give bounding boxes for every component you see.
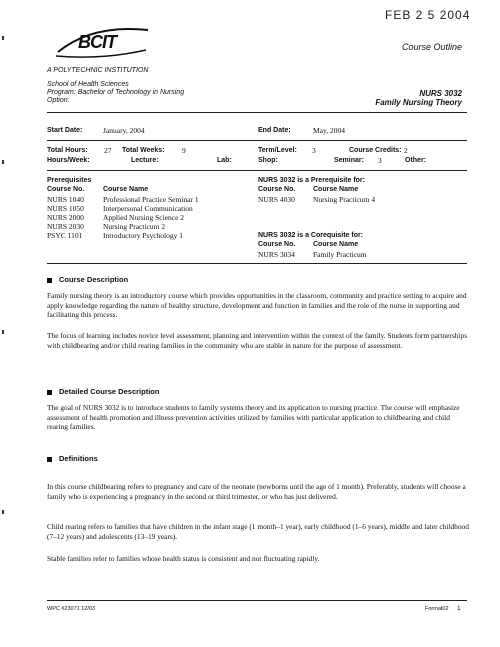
total-weeks-label: Total Weeks: — [122, 147, 165, 154]
coreq-name: Family Practicum — [313, 250, 367, 259]
prereq-no: NURS 1040 — [47, 195, 84, 204]
prereq-no: NURS 1050 — [47, 204, 84, 213]
prereq-name: Interpersonal Communication — [103, 204, 193, 213]
course-code: NURS 3032 — [419, 89, 462, 98]
other-label: Other: — [405, 157, 426, 164]
footer-doc-id: WPC #23071 12/03 — [47, 606, 96, 612]
lab-label: Lab: — [217, 157, 232, 164]
hours-week-label: Hours/Week: — [47, 157, 90, 164]
prereq-name: Applied Nursing Science 2 — [103, 213, 185, 222]
seminar-label: Seminar: — [334, 157, 364, 164]
paragraph: Family nursing theory is an introductory course which provides opportunities in the classroom, community and practice setting to acquire and apply knowledge regarding the nature of healthy structure, development and function in families and the role of the nurse in supporting and facilitating this process. — [47, 291, 467, 320]
prereq-name: Professional Practice Seminar 1 — [103, 195, 199, 204]
footer-divider — [47, 600, 467, 601]
divider — [47, 263, 467, 264]
section-title: Course Description — [59, 275, 129, 284]
section-title: Definitions — [59, 454, 98, 463]
term-value: 3 — [312, 146, 316, 155]
section-heading — [47, 275, 128, 284]
margin-mark — [2, 160, 4, 164]
divider — [47, 140, 467, 141]
square-bullet-icon — [47, 457, 52, 462]
coreq-name-header: Course Name — [313, 241, 359, 248]
course-no-header: Course No. — [258, 186, 296, 193]
section-heading — [47, 387, 159, 396]
start-date-value: January, 2004 — [103, 126, 145, 135]
credits-value: 2 — [404, 146, 408, 155]
prereq-for-title: NURS 3032 is a Prerequisite for: — [258, 177, 365, 184]
prereq-no: NURS 2000 — [47, 213, 84, 222]
seminar-value: 3 — [378, 156, 382, 165]
paragraph: The focus of learning includes novice level assessment, planning and intervention within the context of the family. Students form partnerships with childbearing and/or child rearing families in the community who are stable in nature for the purpose of assessment. — [47, 331, 468, 350]
total-hours-label: Total Hours: — [47, 147, 88, 154]
divider — [47, 112, 467, 113]
footer-format: Format02 — [425, 606, 449, 612]
start-date-label: Start Date: — [47, 127, 83, 134]
margin-mark — [2, 510, 4, 514]
prereq-title: Prerequisites — [47, 177, 92, 184]
prereq-name: Introductory Psychology 1 — [103, 231, 183, 240]
institution-tag: A POLYTECHNIC INSTITUTION — [47, 67, 149, 74]
margin-mark — [2, 36, 4, 40]
program-name: Program: Bachelor of Technology in Nursing — [47, 89, 185, 96]
section-heading — [47, 454, 98, 463]
total-weeks-value: 9 — [182, 146, 186, 155]
paragraph: Child rearing refers to families that have children in the infant stage (1 month–1 year), early childhood (1–6 years), middle and later childhood (7–12 years) and adolescents (13–19 years). — [47, 522, 469, 541]
logo-text: BCIT — [78, 32, 116, 52]
course-name-header: Course Name — [313, 186, 359, 193]
prereq-for-no: NURS 4030 — [258, 195, 295, 204]
square-bullet-icon — [47, 390, 52, 395]
course-name-header: Course Name — [103, 186, 149, 193]
divider — [47, 170, 467, 171]
lecture-label: Lecture: — [131, 157, 159, 164]
end-date-label: End Date: — [258, 127, 291, 134]
end-date-value: May, 2004 — [313, 126, 346, 135]
course-title: Family Nursing Theory — [375, 98, 462, 107]
option-label: Option: — [47, 97, 70, 104]
square-bullet-icon — [47, 278, 52, 283]
paragraph: The goal of NURS 3032 is to introduce students to family systems theory and its application to nursing practice. The course will emphasize assessment of health promotion and illness prevention activities utilized by families with particular application to childbearing and child rearing families. — [47, 403, 460, 432]
coreq-title: NURS 3032 is a Corequisite for: — [258, 232, 364, 239]
credits-label: Course Credits: — [349, 147, 402, 154]
school-name: School of Health Sciences — [47, 81, 129, 88]
paragraph: In this course childbearing refers to pregnancy and care of the neonate (newborns until the age of 1 month). Preferably, students will choose a family who is experiencing a pregnancy in the second or third trimester, or who has just delivered. — [47, 482, 466, 501]
coreq-no: NURS 3034 — [258, 250, 295, 259]
doc-type: Course Outline — [401, 42, 462, 52]
margin-mark — [2, 330, 4, 334]
bcit-logo — [52, 22, 152, 62]
date-stamp: FEB 2 5 2004 — [385, 8, 471, 22]
page-number: 1 — [457, 605, 461, 612]
prereq-name: Nursing Practicum 2 — [103, 222, 166, 231]
total-hours-value: 27 — [104, 146, 112, 155]
shop-label: Shop: — [258, 157, 278, 164]
prereq-no: PSYC 1101 — [47, 231, 83, 240]
course-no-header: Course No. — [47, 186, 85, 193]
paragraph: Stable families refer to families whose health status is consistent and not fluctuating rapidly. — [47, 554, 320, 563]
prereq-no: NURS 2030 — [47, 222, 84, 231]
coreq-no-header: Course No. — [258, 241, 296, 248]
term-label: Term/Level: — [258, 147, 297, 154]
section-title: Detailed Course Description — [59, 387, 160, 396]
prereq-for-name: Nursing Practicum 4 — [313, 195, 376, 204]
